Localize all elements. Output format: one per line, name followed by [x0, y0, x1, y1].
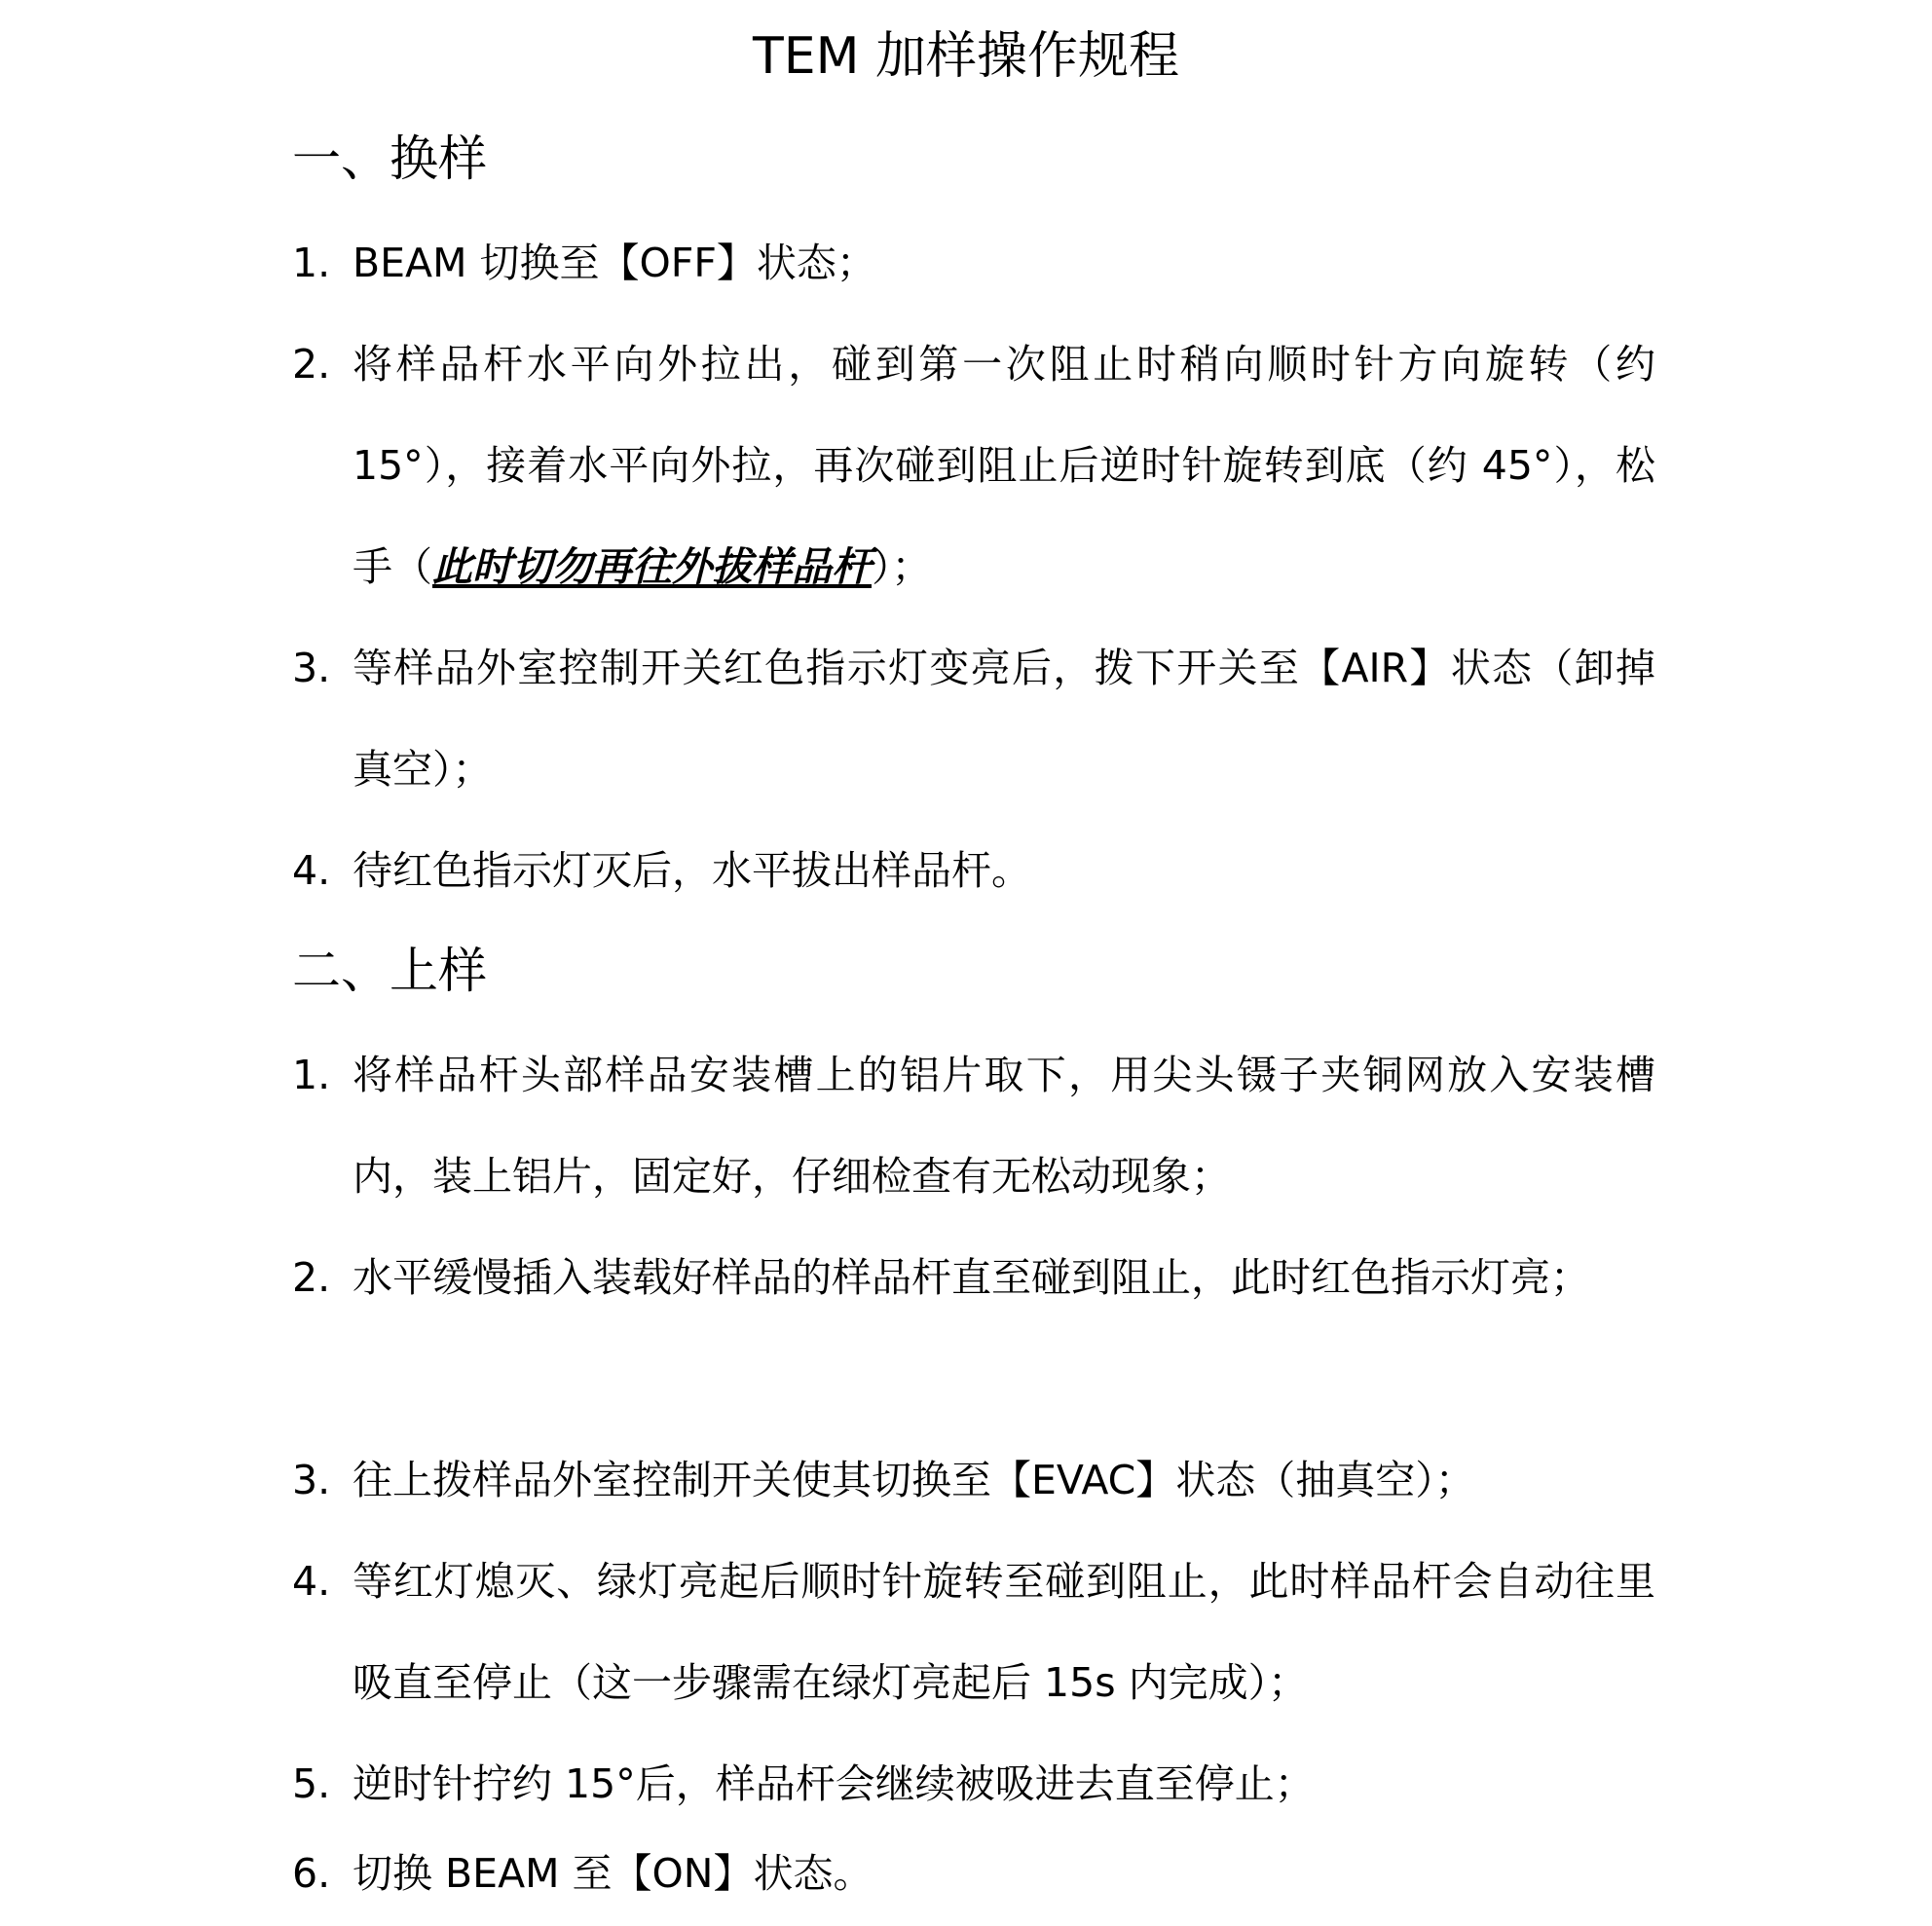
list-item: [292, 212, 1655, 314]
item-number: 1.: [292, 240, 331, 286]
item-number: 1.: [292, 1052, 331, 1098]
item-text: 往上拨样品外室控制开关使其切换至【EVAC】状态（抽真空）；: [353, 1457, 1475, 1503]
list-item: [292, 314, 1655, 617]
item-text: [353, 314, 1655, 617]
item-number: 4.: [292, 847, 331, 894]
item-text: 待红色指示灯灭后，水平拔出样品杆。: [353, 847, 1031, 894]
section-heading-load-sample: 二、上样: [292, 943, 487, 999]
section-heading-change-sample: 一、换样: [292, 130, 487, 187]
warning-emphasis: 此时切勿再往外拔样品杆: [432, 543, 872, 590]
item-number: 3.: [292, 645, 331, 691]
item-text: 水平缓慢插入装载好样品的样品杆直至碰到阻止，此时红色指示灯亮；: [353, 1254, 1590, 1301]
item-number: 3.: [292, 1457, 331, 1503]
item-number: 5.: [292, 1760, 331, 1807]
item-number: 2.: [292, 341, 331, 388]
item-text: 等样品外室控制开关红色指示灯变亮后，拨下开关至【AIR】状态（卸掉真空）；: [353, 645, 1655, 793]
list-item: [292, 1429, 1655, 1531]
item-text: BEAM 切换至【OFF】状态；: [353, 240, 876, 286]
list-item: [292, 820, 1655, 921]
page-title: TEM 加样操作规程: [752, 27, 1179, 86]
item-number: 4.: [292, 1558, 331, 1605]
item-text-part: 将样品杆水平向外拉出，碰到第一次阻止时稍向顺时针方向旋转（约 15°），接着水平向外拉，再次碰到阻止后逆时针旋转到底（约 45°），松手（: [353, 341, 1655, 590]
list-item: [292, 1733, 1655, 1834]
list-item: [292, 1227, 1655, 1328]
item-text: 将样品杆头部样品安装槽上的铝片取下，用尖头镊子夹铜网放入安装槽内，装上铝片，固定好，仔细检查有无松动现象；: [353, 1052, 1655, 1200]
list-item: [292, 617, 1655, 820]
item-text: 等红灯熄灭、绿灯亮起后顺时针旋转至碰到阻止，此时样品杆会自动往里吸直至停止（这一步骤需在绿灯亮起后 15s 内完成）；: [353, 1558, 1655, 1706]
list-item: [292, 1531, 1655, 1733]
list-item: [292, 1823, 1655, 1924]
item-text: 切换 BEAM 至【ON】状态。: [353, 1850, 873, 1897]
item-number: 2.: [292, 1254, 331, 1301]
item-text-part: ）；: [872, 543, 932, 590]
list-item: [292, 1024, 1655, 1227]
item-text: 逆时针拧约 15°后，样品杆会继续被吸进去直至停止；: [353, 1760, 1315, 1807]
item-number: 6.: [292, 1850, 331, 1897]
